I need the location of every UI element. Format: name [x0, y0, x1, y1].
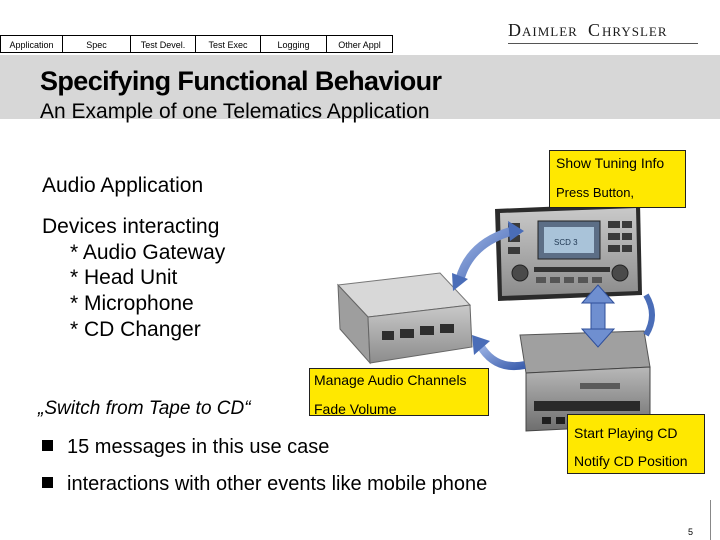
callout-head-unit-messages — [549, 150, 686, 208]
device-item: * Head Unit — [70, 266, 178, 289]
head-unit-image — [495, 203, 642, 301]
page-number: 5 — [688, 527, 694, 537]
svg-text:D: D — [508, 20, 522, 40]
logo-underline — [508, 43, 698, 44]
callout-line: Press Button, — [556, 185, 635, 200]
device-item: * CD Changer — [70, 318, 201, 341]
svg-text:C: C — [588, 20, 602, 40]
footer-rule — [710, 500, 711, 540]
tab-application[interactable]: Application — [0, 35, 63, 53]
logo-wordmark — [508, 18, 693, 42]
display-readout: SCD 3 — [554, 238, 578, 247]
devices-heading: Devices interacting — [42, 215, 220, 238]
device-item: * Audio Gateway — [70, 241, 226, 264]
square-bullet-icon — [42, 440, 53, 451]
square-bullet-icon — [42, 477, 53, 488]
bullet-text: interactions with other events like mobile phone — [67, 473, 488, 495]
tab-logging[interactable]: Logging — [261, 35, 327, 53]
use-case-quote: „Switch from Tape to CD“ — [38, 398, 251, 419]
callout-gateway-messages — [309, 368, 489, 416]
audio-application-label: Audio Application — [42, 174, 204, 197]
tab-test-devel[interactable]: Test Devel. — [131, 35, 196, 53]
section-tab-bar — [0, 35, 393, 55]
callout-line: Fade Volume — [314, 401, 397, 417]
callout-cd-changer-messages — [567, 414, 705, 474]
gateway-to-cd-arrow — [472, 335, 525, 366]
svg-text:AIMLER: AIMLER — [522, 24, 578, 39]
bullet-text: 15 messages in this use case — [67, 436, 330, 458]
tab-test-exec[interactable]: Test Exec — [196, 35, 261, 53]
device-item: * Microphone — [70, 292, 194, 315]
svg-text:HRYSLER: HRYSLER — [602, 24, 668, 39]
tab-other-appl[interactable]: Other Appl — [327, 35, 393, 53]
callout-line: Manage Audio Channels — [314, 372, 467, 388]
callout-line: Notify CD Position — [574, 453, 688, 469]
right-side-arrow — [646, 295, 652, 335]
callout-line: Show Tuning Info — [556, 155, 665, 171]
bullet-item — [42, 436, 329, 459]
page-title: Specifying Functional Behaviour — [40, 66, 442, 96]
tab-spec[interactable]: Spec — [63, 35, 131, 53]
callout-line: Start Playing CD — [574, 425, 678, 441]
page-subtitle: An Example of one Telematics Application — [40, 100, 430, 123]
audio-gateway-image — [338, 273, 472, 363]
